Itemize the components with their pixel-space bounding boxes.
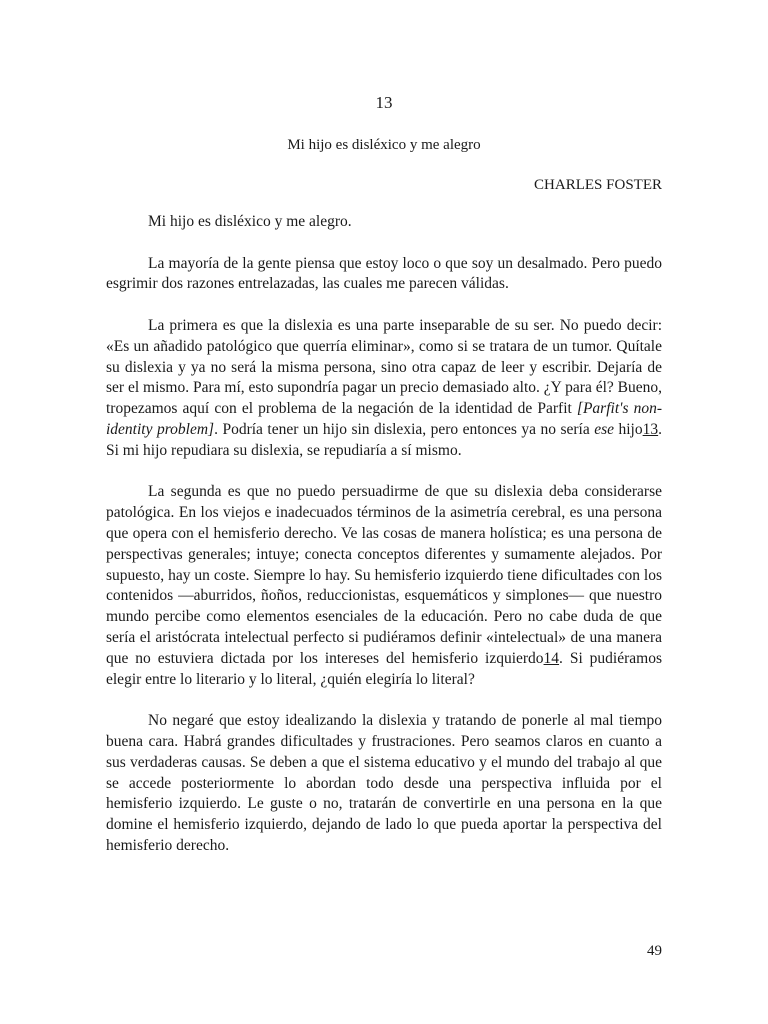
paragraph-3 [106, 316, 662, 462]
paragraph-2: La mayoría de la gente piensa que estoy loco o que soy un desalmado. Pero puedo esgrimir dos razones entrelazadas, las cuales me parecen válidas. [106, 254, 662, 293]
paragraph-1: Mi hijo es disléxico y me alegro. [148, 213, 352, 230]
paragraph-3-text-a: La primera es que la dislexia es una parte inseparable de su ser. No puedo decir: «Es un añadido patológico que querría eliminar», como si se tratara de un tumor. Quítale su dislexia y ya no será la misma persona, sino otra capaz de leer y escribir. Dejaría de ser el mismo. Para mí, esto supondría pagar un precio demasiado alto. ¿Y para él? Bueno, tropezamos aquí con el problema de la negación de la identidad de Parfit [106, 316, 662, 418]
book-page [106, 0, 662, 1024]
paragraph-3-italic-ese: ese [594, 420, 615, 438]
paragraph-3-italic-term: [Parfit's non-identity problem] [106, 400, 662, 438]
page-number: 49 [647, 943, 662, 959]
footnote-link-13[interactable]: 13 [642, 420, 659, 438]
chapter-title: Mi hijo es disléxico y me alegro [287, 137, 481, 153]
paragraph-3-text-b: . Podría tener un hijo sin dislexia, pero entonces ya no sería [214, 420, 595, 438]
chapter-author: CHARLES FOSTER [534, 177, 662, 193]
paragraph-5: No negaré que estoy idealizando la dislexia y tratando de ponerle al mal tiempo buena cara. Habrá grandes dificultades y frustraciones. Pero seamos claros en cuanto a sus verdaderas causas. Se deben a que el sistema educativo y el mundo del trabajo al que se accede posteriormente lo abordan todo desde una perspectiva influida por el hemisferio izquierdo. Le guste o no, tratarán de convertirle en una persona en la que domine el hemisferio izquierdo, dejando de lado lo que pueda aportar la perspectiva del hemisferio derecho. [106, 712, 662, 854]
paragraph-3-text-c: hijo [614, 420, 643, 438]
chapter-body [106, 212, 662, 857]
paragraph-4 [106, 482, 662, 690]
paragraph-4-text-b: . Si pudiéramos elegir entre lo literario y lo literal, ¿quién elegiría lo literal? [106, 649, 662, 688]
paragraph-4-text-a: La segunda es que no puedo persuadirme de que su dislexia deba considerarse patológica. En los viejos e inadecuados términos de la asimetría cerebral, es una persona que opera con el hemisferio derecho. Ve las cosas de manera holística; es una persona de perspectivas generales; intuye; conecta conceptos diferentes y sumamente alejados. Por supuesto, hay un coste. Siempre lo hay. Su hemisferio izquierdo tiene dificultades con los contenidos —aburridos, ñoños, reduccionistas, esquemáticos y simplones— que nuestro mundo percibe como elementos esenciales de la educación. Pero no cabe duda de que sería el aristócrata intelectual perfecto si pudiéramos definir «intelectual» de una manera que no estuviera dictada por los intereses del hemisferio izquierdo [106, 483, 662, 667]
paragraph-3-text-d: . Si mi hijo repudiara su dislexia, se repudiaría a sí mismo. [106, 420, 662, 459]
footnote-link-14[interactable]: 14 [543, 649, 560, 667]
chapter-number: 13 [375, 93, 393, 112]
